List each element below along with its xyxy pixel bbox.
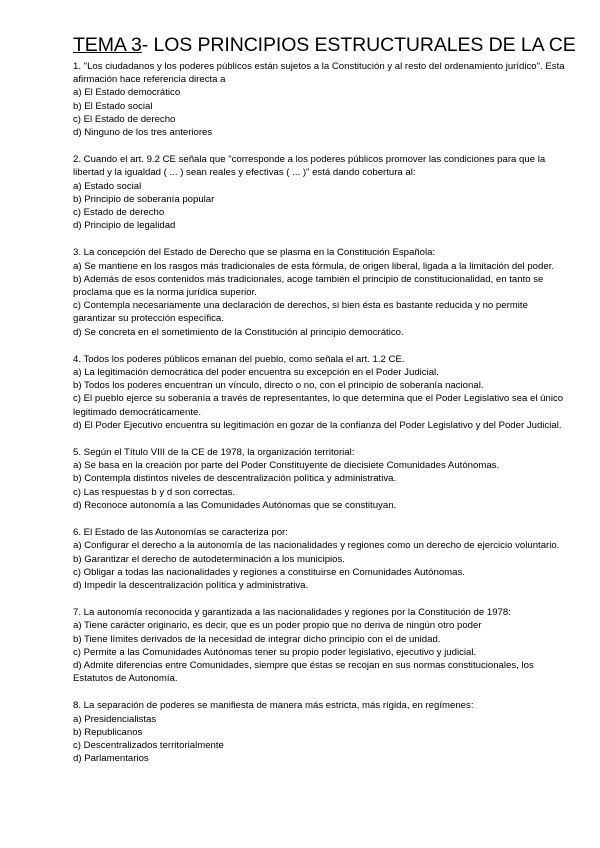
question-7 (73, 606, 573, 685)
answer-option: c) El Estado de derecho (73, 113, 176, 125)
question-3 (73, 246, 573, 338)
answer-option: d) El Poder Ejecutivo encuentra su legitimación en gozar de la confianza del Poder Legislativo y del Poder Judicial. (73, 419, 562, 431)
question-stem: 4. Todos los poderes públicos emanan del pueblo, como señala el art. 1.2 CE. (73, 353, 405, 365)
answer-option: a) Presidencialistas (73, 713, 157, 725)
answer-option: a) Configurar el derecho a la autonomía de las nacionalidades y regiones como un derecho de ejercicio voluntario. (73, 540, 560, 552)
answer-option: d) Admite diferencias entre Comunidades, siempre que éstas se recojan en sus normas constitucionales, los Estatutos de Autonomía. (73, 659, 534, 685)
question-6 (73, 526, 573, 592)
question-stem: 6. El Estado de las Autonomías se caracteriza por: (73, 527, 288, 539)
answer-option: b) Republicanos (73, 726, 143, 738)
question-1 (73, 60, 573, 139)
answer-option: b) El Estado social (73, 100, 153, 112)
question-4 (73, 353, 573, 432)
page-title (73, 34, 576, 57)
question-stem: 5. Según el Título VIII de la CE de 1978, la organización territorial: (73, 447, 355, 459)
question-8 (73, 699, 573, 765)
answer-option: b) Principio de soberanía popular (73, 193, 215, 205)
answer-option: c) Contempla necesariamente una declaración de derechos, si bien ésta es bastante reducida y no permite garantizar su protección específica. (73, 300, 528, 325)
answer-option: a) Tiene carácter originario, es decir, que es un poder propio que no deriva de ningún otro poder (73, 620, 482, 632)
answer-option: c) Las respuestas b y d son correctas. (73, 486, 236, 498)
title-rest: - LOS PRINCIPIOS ESTRUCTURALES DE LA CE (141, 34, 576, 56)
answer-option: a) La legitimación democrática del poder encuentra su excepción en el Poder Judicial. (73, 367, 439, 379)
question-2 (73, 153, 573, 232)
answer-option: c) Obligar a todas las nacionalidades y regiones a constituirse en Comunidades Autónomas. (73, 566, 465, 578)
answer-option: c) El pueblo ejerce su soberanía a través de representantes, lo que determina que el Poder Legislativo sea el único legitimado democráticamente. (73, 393, 564, 418)
title-prefix: TEMA 3 (73, 34, 142, 56)
answer-option: d) Principio de legalidad (73, 220, 176, 232)
answer-option: b) Además de esos contenidos más tradicionales, acoge también el principio de constitucionalidad, en tanto se proclama que es la norma jurídica superior. (73, 273, 544, 299)
answer-option: a) Estado social (73, 180, 142, 192)
question-stem: 7. La autonomía reconocida y garantizada a las nacionalidades y regiones por la Constitución de 1978: (73, 607, 511, 619)
question-stem: 8. La separación de poderes se manifiesta de manera más estricta, más rígida, en regímenes: (73, 700, 474, 712)
answer-option: a) El Estado democrático (73, 87, 181, 99)
answer-option: d) Ninguno de los tres anteriores (73, 127, 213, 139)
answer-option: d) Parlamentarios (73, 753, 149, 765)
question-5 (73, 446, 573, 512)
answer-option: d) Reconoce autonomía a las Comunidades Autónomas que se constituyan. (73, 499, 397, 511)
answer-option: c) Estado de derecho (73, 207, 165, 219)
question-stem: 3. La concepción del Estado de Derecho que se plasma en la Constitución Española: (73, 247, 436, 259)
answer-option: b) Contempla distintos niveles de descentralización política y administrativa. (73, 473, 397, 485)
answer-option: b) Todos los poderes encuentran un vínculo, directo o no, con el principio de soberanía nacional. (73, 380, 484, 392)
answer-option: d) Impedir la descentralización política y administrativa. (73, 579, 309, 591)
question-stem: 2. Cuando el art. 9.2 CE señala que "corresponde a los poderes públicos promover las condiciones para que la libertad y la igualdad ( ... ) sean reales y efectivas ( ... )" está dando cobertura al: (73, 154, 546, 179)
answer-option: a) Se basa en la creación por parte del Poder Constituyente de diecisiete Comunidades Autónomas. (73, 460, 500, 472)
answer-option: c) Permite a las Comunidades Autónomas tener su propio poder legislativo, ejecutivo y judicial. (73, 646, 477, 658)
question-stem: 1. "Los ciudadanos y los poderes públicos están sujetos a la Constitución y al resto del ordenamiento jurídico". Esta afirmación hace referencia directa a (73, 61, 565, 86)
answer-option: d) Se concreta en el sometimiento de la Constitución al principio democrático. (73, 326, 404, 338)
answer-option: a) Se mantiene en los rasgos más tradicionales de esta fórmula, de origen liberal, ligada a la limitación del poder. (73, 260, 555, 272)
answer-option: c) Descentralizados territorialmente (73, 739, 224, 751)
answer-option: b) Garantizar el derecho de autodeterminación a los municipios. (73, 553, 345, 565)
answer-option: b) Tiene límites derivados de la necesidad de integrar dicho principio con el de unidad. (73, 633, 441, 645)
question-list (73, 60, 573, 779)
